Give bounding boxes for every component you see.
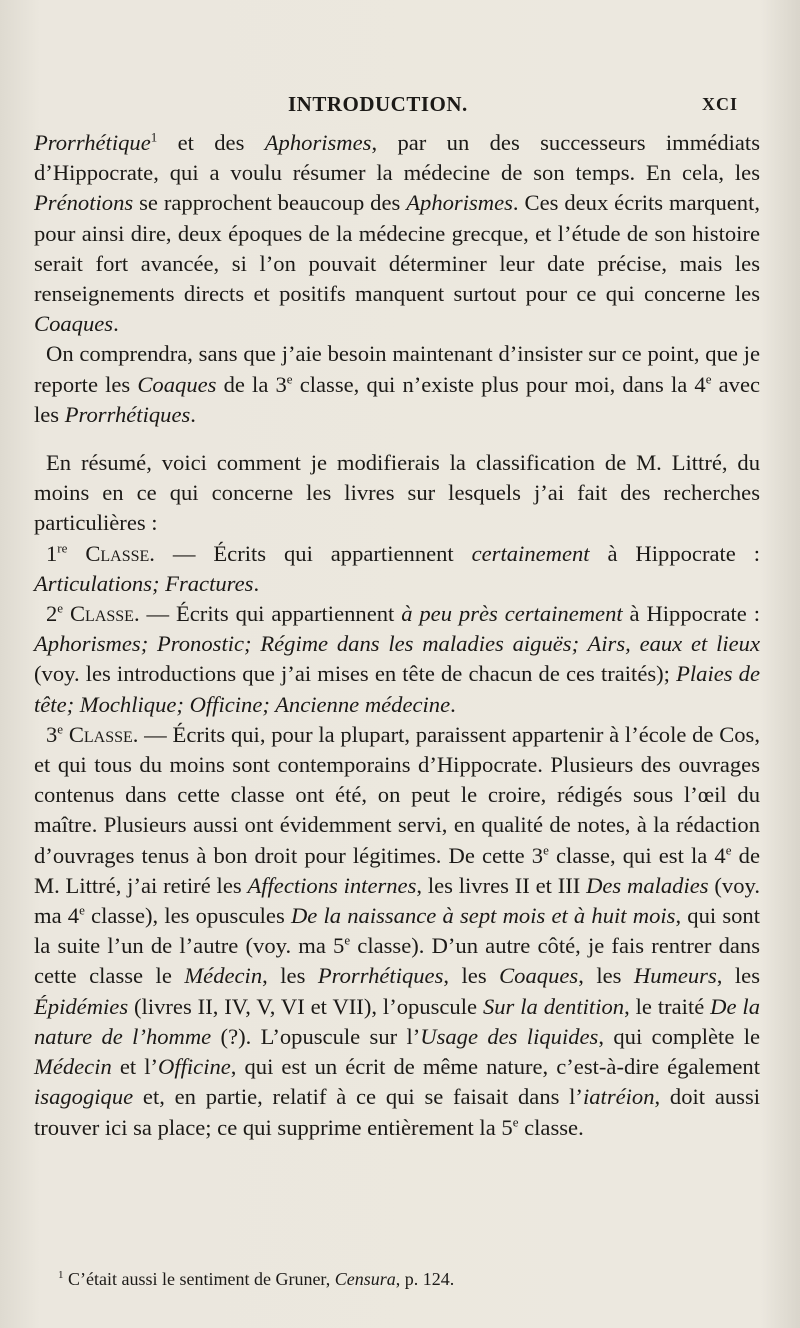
class-heading: Classe (69, 601, 134, 627)
page-number: XCI (701, 94, 738, 114)
body-text (34, 128, 760, 1143)
page-header (0, 92, 800, 122)
class-heading: Classe (85, 540, 150, 566)
class-heading: Classe (68, 721, 133, 747)
paragraph-1: Prorrhétique$^1$ et des Aphorismes, par un des successeurs immédiats d’Hippocrate, qui a voulu résumer la médecine de son temps. En cela, les Prénotions se rapprochent beaucoup des Aphorismes. Ces deux écrits marquent, pour ainsi dire, deux époques de la médecine grecque, et l’étude de son histoire serait fort avancée, si l’on pouvait déterminer leur date précise, mais les renseignements directs et positifs manquent surtout pour ce qui concerne les Coaques. (34, 129, 760, 337)
footnote-reference[interactable]: 1 (150, 129, 158, 145)
paragraph-3: En résumé, voici comment je modifierais la classification de M. Littré, du moins en ce qui concerne les livres sur lesquels j’ai fait des recherches particulières : (34, 450, 760, 536)
running-title: INTRODUCTION. (288, 92, 468, 116)
class-2-paragraph: 2e Classe. — Écrits qui appartiennent à peu près certainement à Hippocrate : Aphorismes; Pronostic; Régime dans les maladies aiguës; Airs, eaux et lieux (voy. les introductions que j’ai mises en tête de chacun de ces traités); Plaies de tête; Mochlique; Officine; Ancienne médecine. (34, 600, 760, 717)
class-1-paragraph: 1re Classe. — Écrits qui appartiennent certainement à Hippocrate : Articulations; Fractures. (34, 540, 760, 596)
italic-title: Prorrhétique (34, 130, 151, 155)
footnote-mark: 1 (58, 1269, 64, 1281)
footnote: $^1$ C’était aussi le sentiment de Gruner, Censura, p. 124. (58, 1269, 455, 1289)
class-3-paragraph: 3e Classe. — Écrits qui, pour la plupart, paraissent appartenir à l’école de Cos, et qui tous du moins sont contemporains d’Hippocrate. Plusieurs des ouvrages contenus dans cette classe ont été, on peut le croire, rédigés sous l’œil du maître. Plusieurs aussi ont évidemment servi, en qualité de notes, à la rédaction d’ouvrages tenus à bon droit pour légitimes. De cette 3e classe, qui est la 4e de M. Littré, j’ai retiré les Affections internes, les livres II et III Des maladies (voy. ma 4e classe), les opuscules De la naissance à sept mois et à huit mois, qui sont la suite l’un de l’autre (voy. ma 5e classe). D’un autre côté, je fais rentrer dans cette classe le Médecin, les Prorrhétiques, les Coaques, les Humeurs, les Épidémies (livres II, IV, V, VI et VII), l’opuscule Sur la dentition, le traité De la nature de l’homme (?). L’opuscule sur l’Usage des liquides, qui complète le Médecin et l’Officine, qui est un écrit de même nature, c’est-à-dire également isagogique et, en partie, relatif à ce qui se faisait dans l’iatréion, doit aussi trouver ici sa place; ce qui supprime entièrement la 5e classe. (34, 721, 761, 1140)
paragraph-2: On comprendra, sans que j’aie besoin maintenant d’insister sur ce point, que je reporte les Coaques de la 3e classe, qui n’existe plus pour moi, dans la 4e avec les Prorrhétiques. (34, 341, 761, 427)
